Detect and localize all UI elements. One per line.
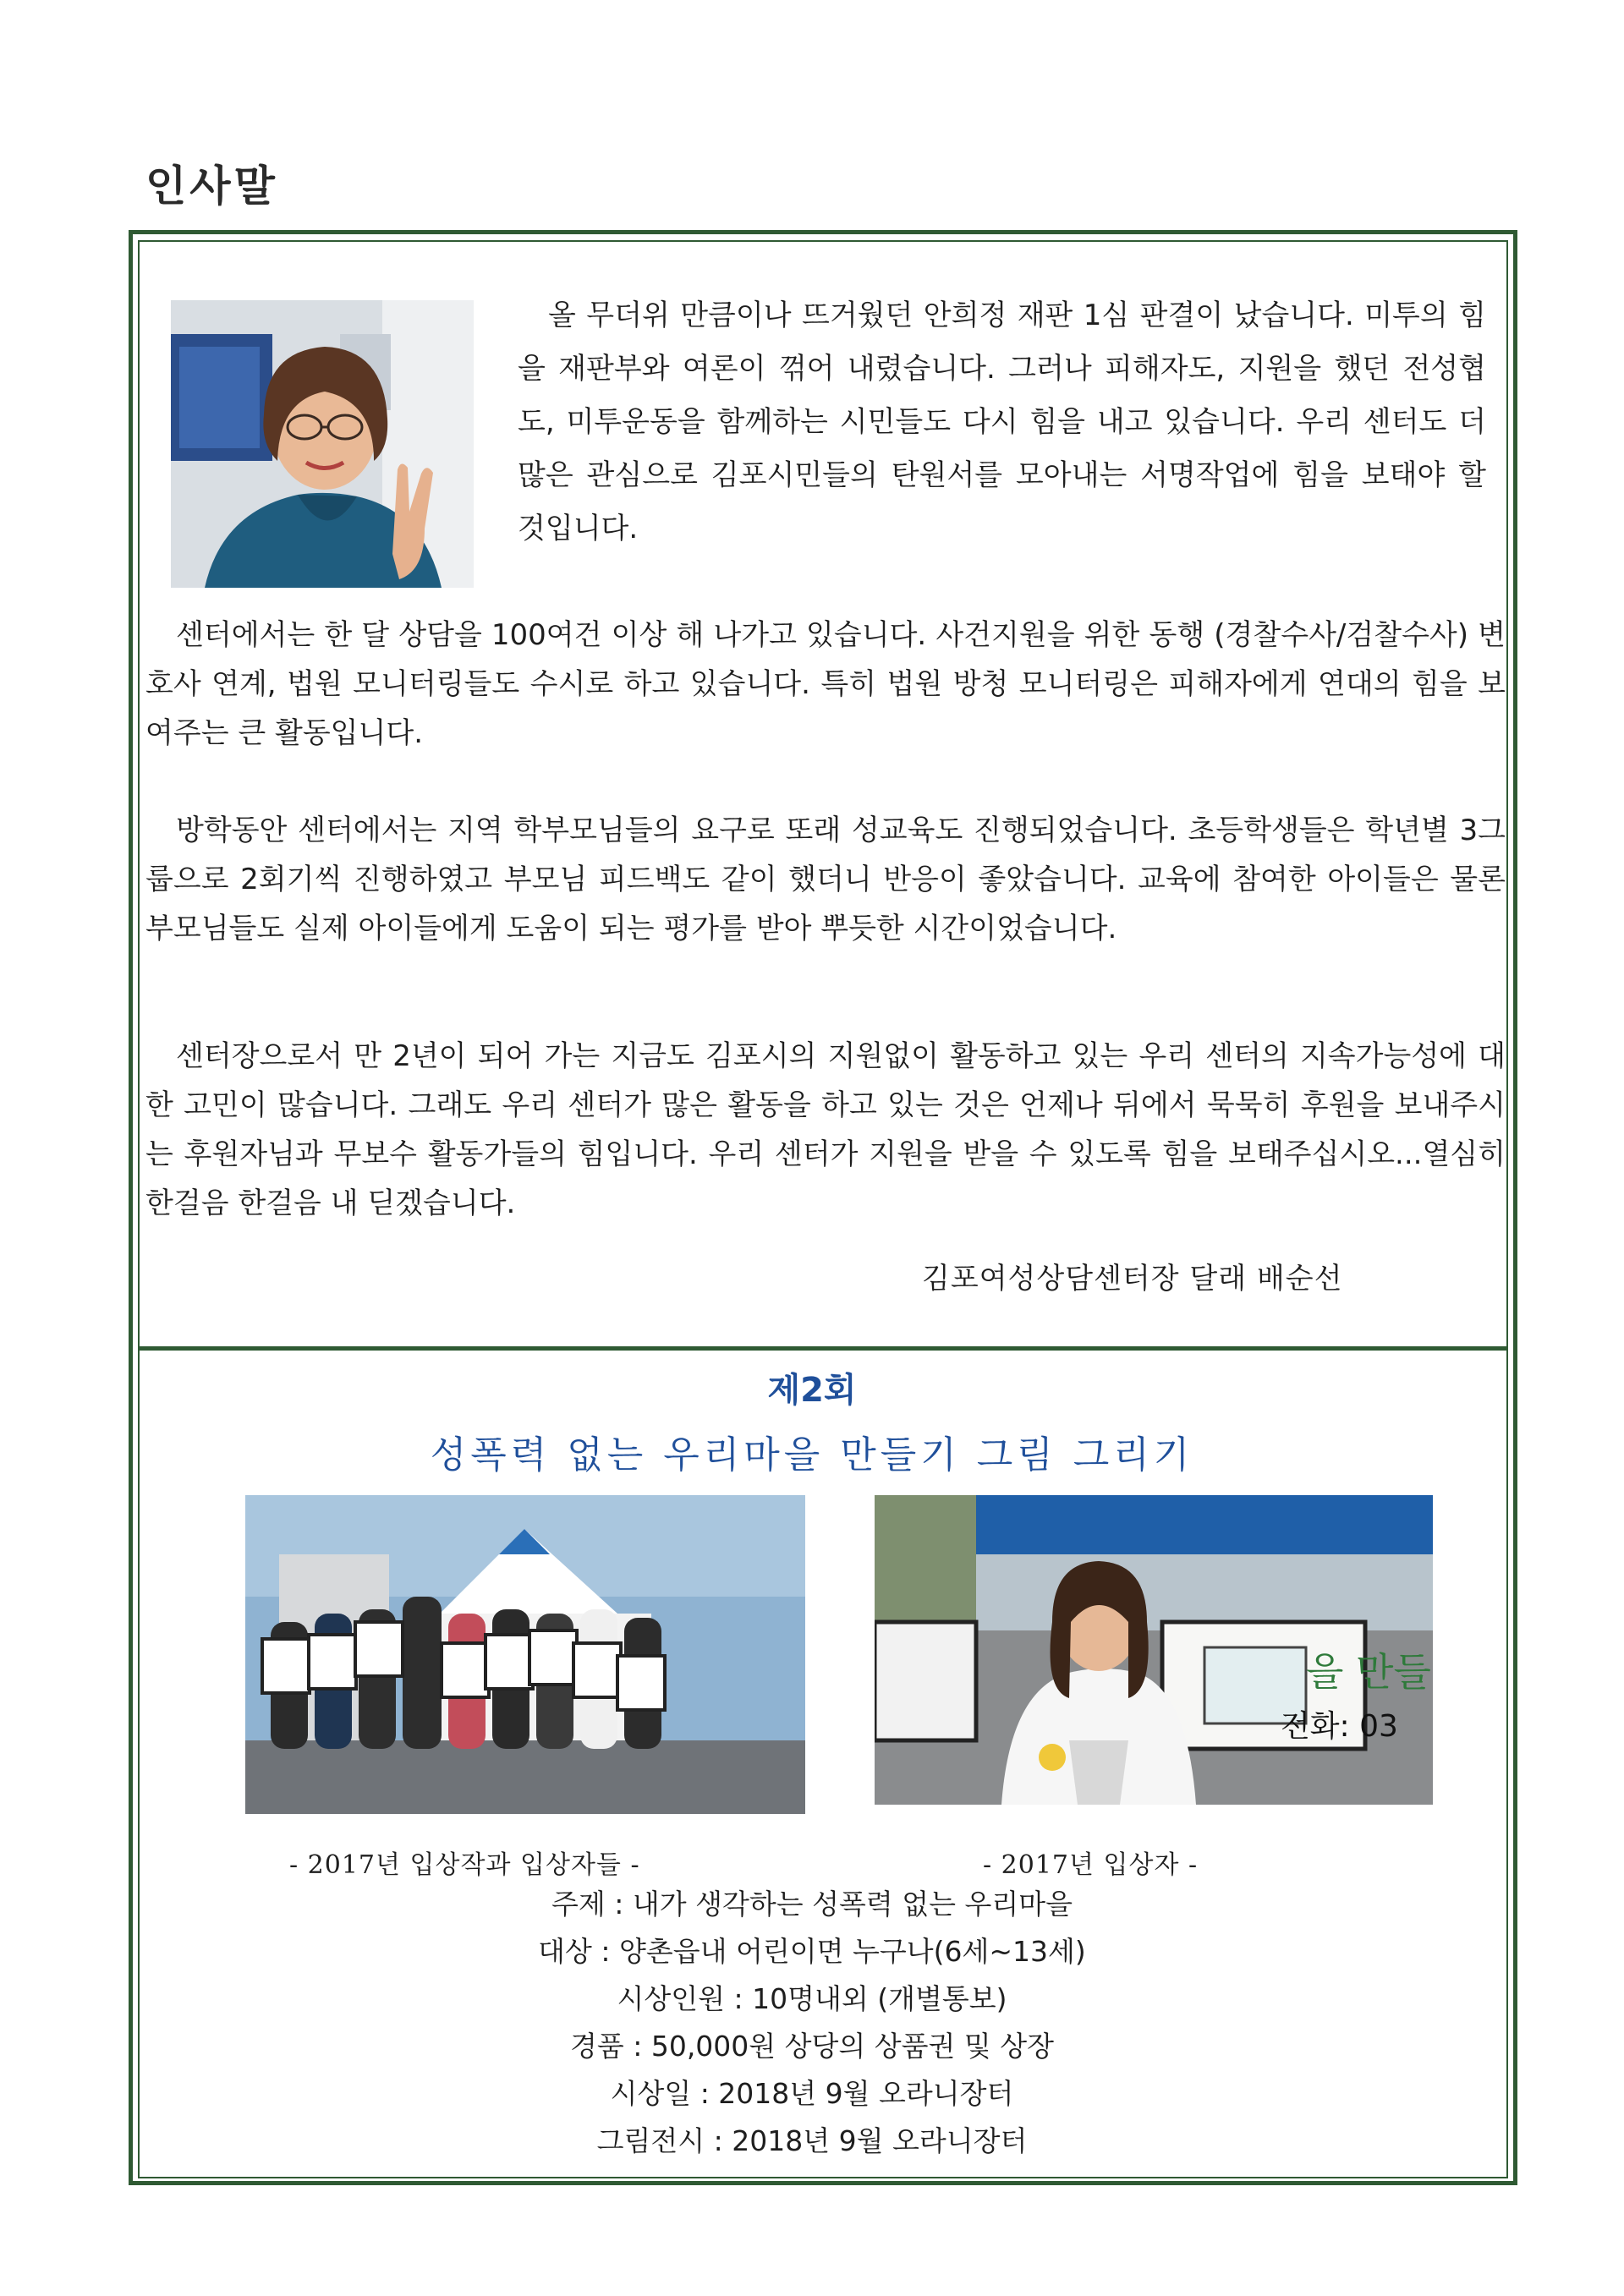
greeting-paragraph-1: 올 무더위 만큼이나 뜨거웠던 안희정 재판 1심 판결이 났습니다. 미투의 힘을 재판부와 여론이 꺾어 내렸습니다. 그러나 피해자도, 지원을 했던 전성협도, 미투운동을 함께하는 시민들도 다시 힘을 내고 있습니다. 우리 센터도 더 많은 관심으로 김포시민들의 탄원서를 모아내는 서명작업에 힘을 보태야 할 것입니다. [518, 299, 1486, 545]
director-portrait [171, 300, 474, 588]
contest-detail-award-date: 시상일 : 2018년 9월 오라니장터 [610, 2077, 1014, 2110]
winners-group-photo [245, 1495, 805, 1814]
winner-photo-illustration [875, 1495, 1433, 1805]
sign-text-line2: 전화: 03 [1281, 1709, 1398, 1744]
contest-detail-winners: 시상인원 : 10명내외 (개별통보) [617, 1982, 1007, 2015]
sign-text-line1: 을 만들 [1306, 1649, 1431, 1695]
greeting-paragraph-2: 센터에서는 한 달 상담을 100여건 이상 해 나가고 있습니다. 사건지원을 위한 동행 (경찰수사/검찰수사) 변호사 연계, 법원 모니터링들도 수시로 하고 있습니다. 특히 법원 방청 모니터링은 피해자에게 연대의 힘을 보여주는 큰 활동입니다. [145, 618, 1506, 750]
contest-round: 제2회 [767, 1371, 857, 1410]
photo-caption-winners: - 2017년 입상작과 입상자들 - [289, 1850, 640, 1880]
director-portrait-illustration [171, 300, 474, 588]
director-signature: 김포여성상담센터장 달래 배순선 [922, 1262, 1343, 1296]
section-divider [138, 1346, 1508, 1351]
contest-detail-target: 대상 : 양촌읍내 어린이면 누구나(6세~13세) [538, 1935, 1086, 1968]
contest-detail-topic: 주제 : 내가 생각하는 성폭력 없는 우리마을 [551, 1888, 1073, 1921]
greeting-paragraph-3: 방학동안 센터에서는 지역 학부모님들의 요구로 또래 성교육도 진행되었습니다. 초등학생들은 학년별 3그룹으로 2회기씩 진행하였고 부모님 피드백도 같이 했더니 반응이 좋았습니다. 교육에 참여한 아이들은 물론 부모님들도 실제 아이들에게 도움이 되는 평가를 받아 뿌듯한 시간이었습니다. [145, 814, 1506, 945]
contest-details [0, 1881, 1624, 2165]
contest-detail-prize: 경품 : 50,000원 상당의 상품권 및 상장 [569, 2030, 1055, 2063]
photo-caption-winner: - 2017년 입상자 - [983, 1850, 1199, 1880]
contest-title: 성폭력 없는 우리마을 만들기 그림 그리기 [430, 1433, 1194, 1477]
contest-detail-exhibition: 그림전시 : 2018년 9월 오라니장터 [596, 2124, 1028, 2157]
winners-group-photo-illustration [245, 1495, 805, 1814]
winner-photo [875, 1495, 1433, 1805]
greeting-paragraph-4: 센터장으로서 만 2년이 되어 가는 지금도 김포시의 지원없이 활동하고 있는 우리 센터의 지속가능성에 대한 고민이 많습니다. 그래도 우리 센터가 많은 활동을 하고 있는 것은 언제나 뒤에서 묵묵히 후원을 보내주시는 후원자님과 무보수 활동가들의 힘입니다. 우리 센터가 지원을 받을 수 있도록 힘을 보태주십시오...열심히 한걸음 한걸음 내 딛겠습니다. [145, 1039, 1506, 1220]
page-title: 인사말 [145, 162, 278, 211]
